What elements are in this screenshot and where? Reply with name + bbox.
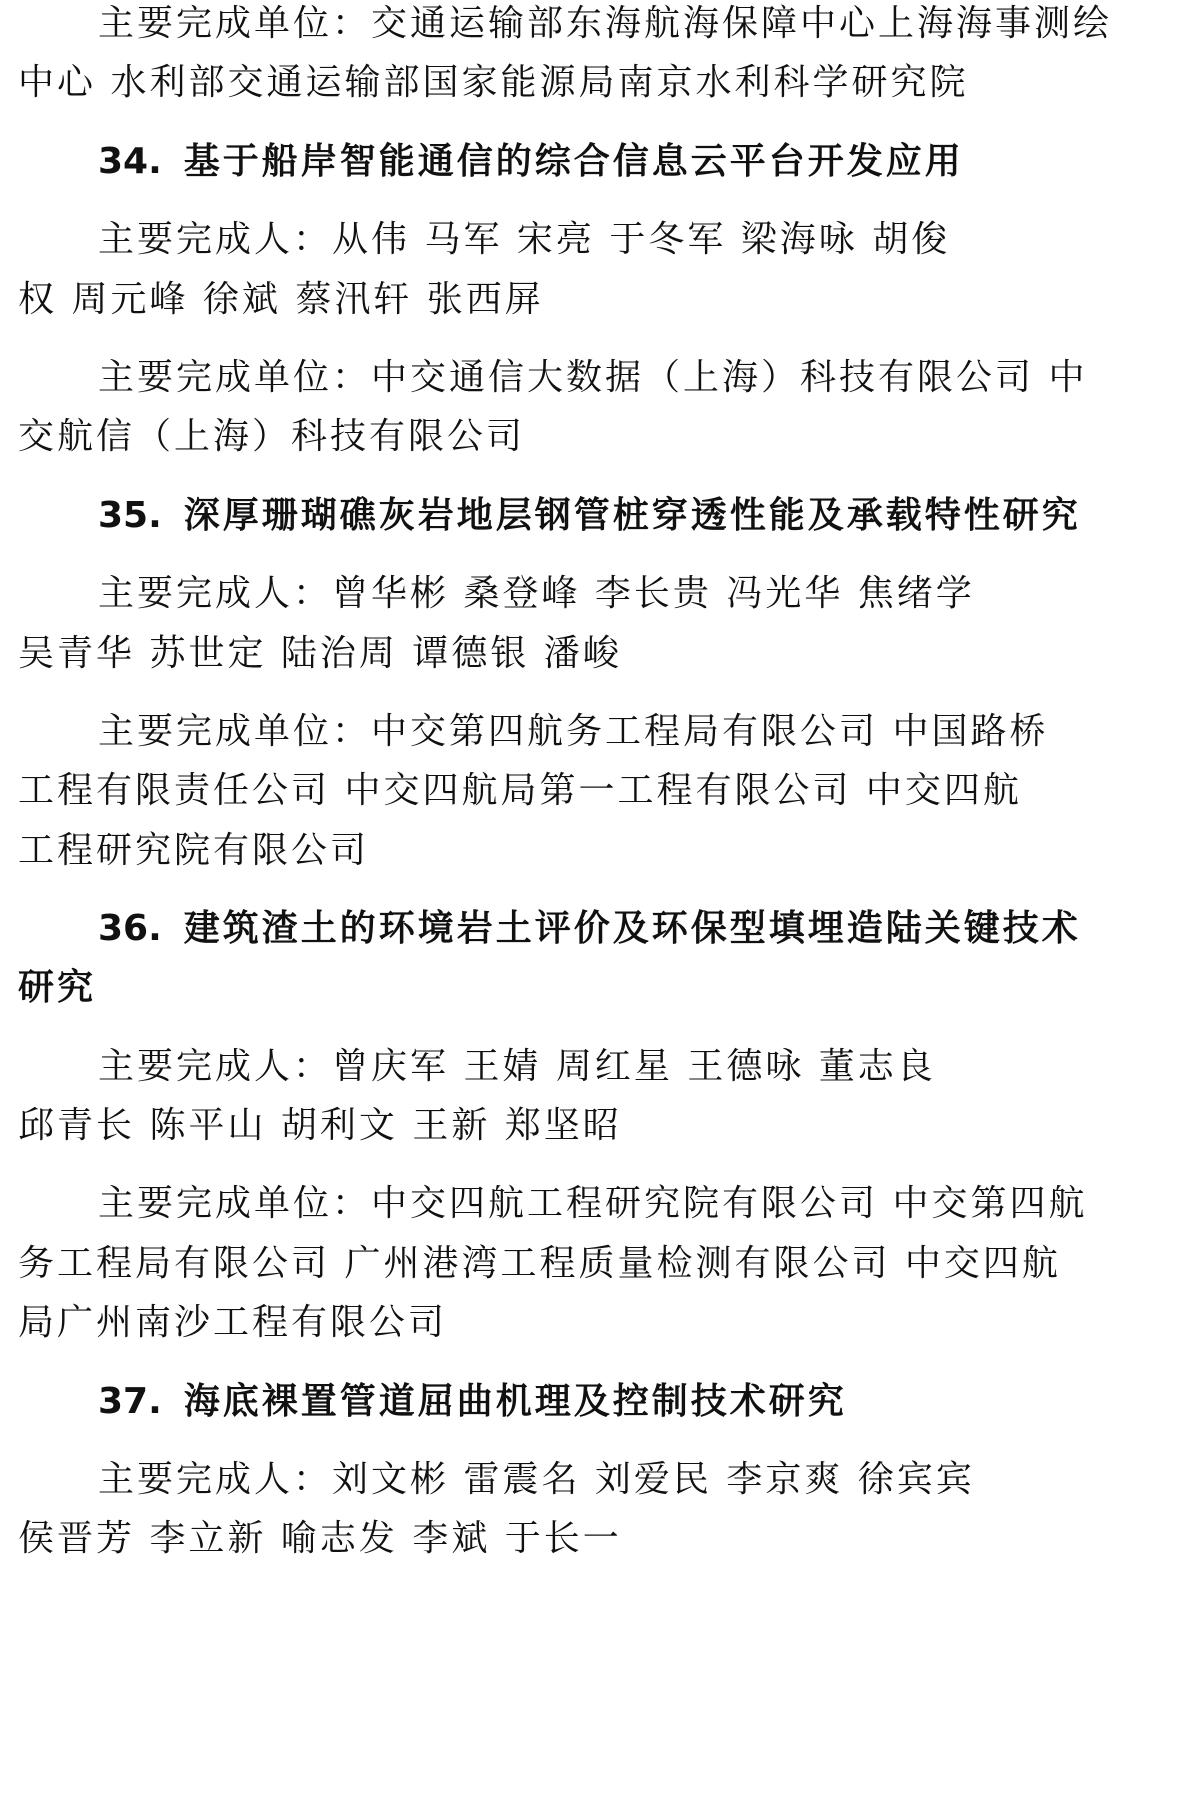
item-36-number: 36. [98, 908, 162, 949]
persons-line-37b: 侯晋芳 李立新 喻志发 李斌 于长一 [18, 1518, 622, 1559]
persons-line-34a: 主要完成人：从伟 马军 宋亮 于冬军 梁海咏 胡俊 [98, 219, 951, 260]
unit-line-36b: 务工程局有限公司 广州港湾工程质量检测有限公司 中交四航 [18, 1243, 1061, 1284]
persons-line-37a: 主要完成人：刘文彬 雷震名 刘爱民 李京爽 徐宾宾 [98, 1459, 975, 1500]
persons-line-35b: 吴青华 苏世定 陆治周 谭德银 潘峻 [18, 633, 622, 674]
persons-line-36a: 主要完成人：曾庆军 王婧 周红星 王德咏 董志良 [98, 1046, 936, 1087]
item-34-title: 基于船岸智能通信的综合信息云平台开发应用 [183, 141, 964, 182]
unit-line-33a: 主要完成单位：交通运输部东海航海保障中心上海海事测绘 [98, 3, 1113, 44]
unit-line-33b: 中心 水利部交通运输部国家能源局南京水利科学研究院 [18, 62, 969, 103]
item-34-heading [98, 140, 964, 184]
item-37-title: 海底裸置管道屈曲机理及控制技术研究 [183, 1381, 847, 1422]
item-36-title-cont: 研究 [18, 967, 97, 1008]
item-34-number: 34. [98, 141, 162, 182]
unit-line-35c: 工程研究院有限公司 [18, 830, 370, 871]
unit-line-34b: 交航信（上海）科技有限公司 [18, 416, 526, 457]
persons-line-35a: 主要完成人：曾华彬 桑登峰 李长贵 冯光华 焦绪学 [98, 573, 975, 614]
item-36-heading [98, 907, 1081, 951]
item-35-title: 深厚珊瑚礁灰岩地层钢管桩穿透性能及承载特性研究 [183, 495, 1081, 536]
unit-line-35a: 主要完成单位：中交第四航务工程局有限公司 中国路桥 [98, 711, 1049, 752]
unit-line-36a: 主要完成单位：中交四航工程研究院有限公司 中交第四航 [98, 1183, 1088, 1224]
unit-line-34a: 主要完成单位：中交通信大数据（上海）科技有限公司 中 [98, 357, 1088, 398]
item-35-heading [98, 494, 1081, 538]
unit-line-36c: 局广州南沙工程有限公司 [18, 1302, 448, 1343]
item-37-heading [98, 1380, 847, 1424]
persons-line-34b: 权 周元峰 徐斌 蔡汛轩 张西屏 [18, 279, 544, 320]
persons-line-36b: 邱青长 陈平山 胡利文 王新 郑坚昭 [18, 1105, 622, 1146]
item-36-title: 建筑渣土的环境岩土评价及环保型填埋造陆关键技术 [183, 908, 1081, 949]
item-35-number: 35. [98, 495, 162, 536]
unit-line-35b: 工程有限责任公司 中交四航局第一工程有限公司 中交四航 [18, 770, 1022, 811]
item-37-number: 37. [98, 1381, 162, 1422]
